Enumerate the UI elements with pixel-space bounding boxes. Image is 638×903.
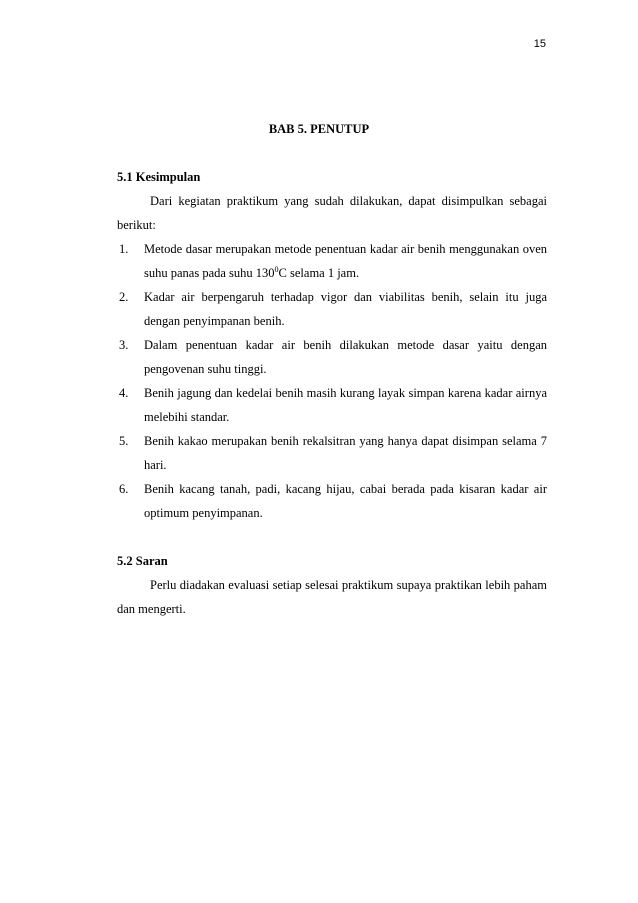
list-item	[117, 477, 547, 525]
list-item-number: 3.	[119, 338, 129, 352]
section-spacer	[117, 525, 547, 549]
list-item-number: 6.	[119, 482, 129, 496]
list-item-text-end: C selama 1 jam.	[278, 266, 360, 280]
superscript: 0	[274, 264, 279, 274]
section-heading-conclusion: 5.1 Kesimpulan	[117, 170, 201, 184]
document-body	[117, 165, 547, 621]
list-item-text: Metode dasar merupakan metode penentuan kadar air benih menggunakan oven suhu panas pada suhu 130	[144, 242, 547, 280]
list-item-text: Benih kacang tanah, padi, kacang hijau, cabai berada pada kisaran kadar air optimum penyimpanan.	[144, 482, 547, 520]
list-item-text: Benih kakao merupakan benih rekalsitran yang hanya dapat disimpan selama 7 hari.	[144, 434, 547, 472]
list-item-text: Kadar air berpengaruh terhadap vigor dan viabilitas benih, selain itu juga dengan penyimpanan benih.	[144, 290, 547, 328]
list-item-text: Dalam penentuan kadar air benih dilakukan metode dasar yaitu dengan pengovenan suhu tinggi.	[144, 338, 547, 376]
list-item	[117, 381, 547, 429]
list-item-number: 1.	[119, 242, 129, 256]
list-item	[117, 333, 547, 381]
page-number: 15	[533, 38, 546, 50]
list-item-number: 4.	[119, 386, 129, 400]
list-item	[117, 285, 547, 333]
list-item	[117, 237, 547, 285]
list-item-number: 5.	[119, 434, 129, 448]
list-item	[117, 429, 547, 477]
section-heading-suggestion: 5.2 Saran	[117, 554, 168, 568]
chapter-title: BAB 5. PENUTUP	[268, 122, 370, 136]
list-item-text: Benih jagung dan kedelai benih masih kurang layak simpan karena kadar airnya melebihi standar.	[144, 386, 547, 424]
conclusion-list	[117, 237, 547, 525]
suggestion-text: Perlu diadakan evaluasi setiap selesai praktikum supaya praktikan lebih paham dan mengerti.	[117, 578, 547, 616]
list-item-number: 2.	[119, 290, 129, 304]
conclusion-intro: Dari kegiatan praktikum yang sudah dilakukan, dapat disimpulkan sebagai berikut:	[117, 194, 547, 232]
